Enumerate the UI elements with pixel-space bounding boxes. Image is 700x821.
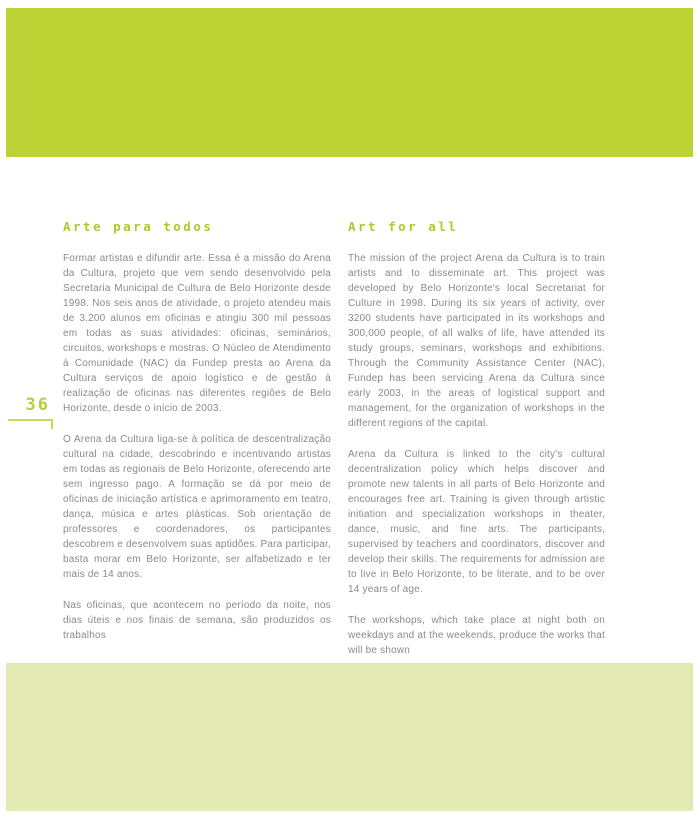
page-number: 36	[25, 395, 50, 415]
page-number-tick	[51, 419, 53, 429]
page-number-block	[8, 395, 53, 421]
english-column	[348, 219, 605, 674]
portuguese-paragraph-2: O Arena da Cultura liga-se à política de descentralização cultural na cidade, descobrindo e incentivando artistas em todas as regionais de Belo Horizonte, oferecendo arte sem ingresso pago. A formação se dá por meio de oficinas de iniciação artística e aprimoramento em teatro, dança, música e artes plásticas. Sob orientação de professores e coordenadores, os participantes descobrem e desenvolvem suas aptidões. Para participar, basta morar em Belo Horizonte, ser alfabetizado e ter mais de 14 anos.	[63, 434, 331, 580]
portuguese-paragraph-1: Formar artistas e difundir arte. Essa é a missão do Arena da Cultura, projeto que vem sendo desenvolvido pela Secretaria Municipal de Cultura de Belo Horizonte desde 1998. Nos seis anos de atividade, o projeto atendeu mais de 3.200 alunos em oficinas e atingiu 300 mil pessoas em todas as suas atividades: oficinas, seminários, circuitos, workshops e mostras. O Núcleo de Atendimento à Comunidade (NAC) da Fundep presta ao Arena da Cultura serviços de apoio logístico e de gestão à realização de oficinas nas diferentes regiões de Belo Horizonte, desde o início de 2003.	[63, 253, 331, 414]
page-number-rule	[8, 419, 53, 421]
portuguese-column	[63, 219, 331, 659]
english-paragraph-2: Arena da Cultura is linked to the city's cultural decentralization policy which helps discover and promote new talents in all parts of Belo Horizonte and encourages free art. Training is given through artistic initiation and specialization workshops in theater, dance, music, and fine arts. The participants, supervised by teachers and coordinators, discover and develop their skills. The requirements for admission are to live in Belo Horizonte, to be literate, and to be over 14 years of age.	[348, 449, 605, 595]
portuguese-heading: Arte para todos	[63, 219, 214, 234]
english-paragraph-1: The mission of the project Arena da Cultura is to train artists and to disseminate art. This project was developed by Belo Horizonte's local Secretariat for Culture in 1998. During its six years of activity, over 3200 students have participated in its workshops and 300,000 people, of all walks of life, have attended its study groups, seminars, workshops and exhibitions. Through the Community Assistance Center (NAC), Fundep has been servicing Arena da Cultura since early 2003, in the areas of logistical support and management, for the organization of workshops in the different regions of the capital.	[348, 253, 605, 429]
bottom-color-banner	[6, 663, 693, 811]
portuguese-paragraph-3: Nas oficinas, que acontecem no período da noite, nos dias úteis e nos finais de semana, são produzidos os trabalhos	[63, 600, 331, 641]
english-heading: Art for all	[348, 219, 459, 234]
english-paragraph-3: The workshops, which take place at night both on weekdays and at the weekends, produce the works that will be shown	[348, 615, 605, 656]
top-color-banner	[6, 8, 693, 157]
